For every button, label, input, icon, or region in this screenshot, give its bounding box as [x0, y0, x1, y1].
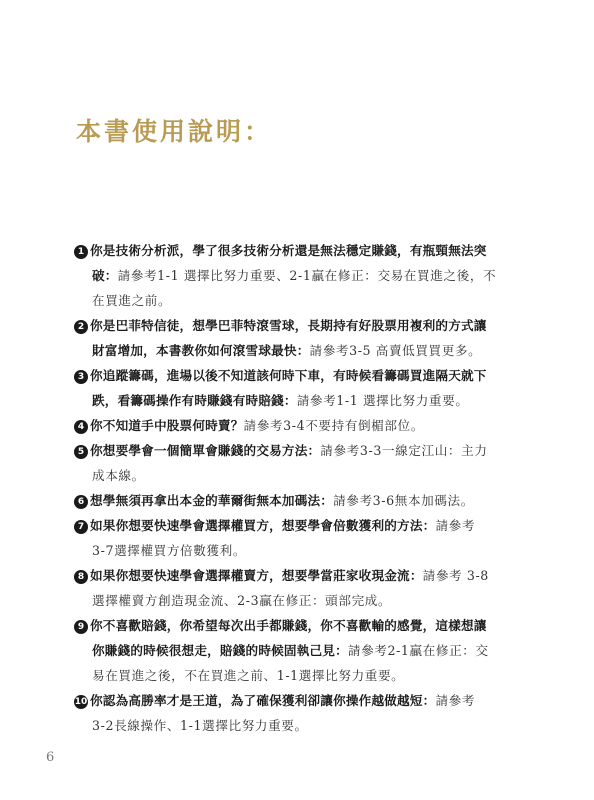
list-item	[74, 413, 528, 438]
item-question-text: 你不知道手中股票何時賣？	[90, 418, 244, 433]
item-question-text: 你是技術分析派，學了很多技術分析還是無法穩定賺錢，有瓶頸無法突	[90, 243, 487, 258]
item-number-badge: 3	[74, 370, 88, 384]
item-number-badge: 5	[74, 445, 88, 459]
list-item-line	[74, 238, 528, 263]
list-item	[74, 438, 528, 488]
list-item-line	[74, 313, 528, 338]
item-reference-text: 選擇權賣方創造現金流、2-3贏在修正：頭部完成。	[92, 593, 392, 608]
item-reference-text: 易在買進之後，不在買進之前、1-1選擇比努力重要。	[92, 668, 405, 683]
item-number-badge: 4	[74, 420, 88, 434]
list-item-line	[74, 638, 528, 663]
item-reference-text: 3-2長線操作、1-1選擇比努力重要。	[92, 718, 308, 733]
item-reference-text: 請參考3-5 高賣低買買更多。	[309, 343, 482, 358]
item-reference-text: 請參考3-6無本加碼法。	[333, 493, 474, 508]
list-item-line	[74, 663, 528, 688]
list-item	[74, 563, 528, 613]
list-item-line	[74, 563, 528, 588]
item-reference-text: 請參考1-1 選擇比努力重要。	[296, 393, 469, 408]
item-reference-text: 成本線。	[92, 468, 145, 483]
item-question-text: 財富增加，本書教你如何滾雪球最快：	[92, 343, 310, 358]
page-title: 本書使用說明：	[76, 117, 273, 146]
list-item-line	[74, 588, 528, 613]
list-item-line	[74, 538, 528, 563]
item-reference-text: 請參考1-1 選擇比努力重要、2-1贏在修正：交易在買進之後，不	[117, 268, 497, 283]
item-question-text: 想學無須再拿出本金的華爾街無本加碼法：	[90, 493, 334, 508]
list-item-line	[74, 413, 528, 438]
list-item	[74, 363, 528, 413]
item-number-badge: 10	[74, 697, 88, 707]
item-number-badge: 1	[74, 245, 88, 259]
list-item-line	[74, 288, 528, 313]
list-item-line	[74, 463, 528, 488]
item-reference-text: 請參考	[435, 518, 476, 533]
item-reference-text: 請參考2-1贏在修正：交	[347, 643, 489, 658]
item-number-badge: 2	[74, 320, 88, 334]
item-question-text: 你是巴菲特信徒，想學巴菲特滾雪球，長期持有好股票用複利的方式讓	[90, 318, 487, 333]
list-item	[74, 313, 528, 363]
list-item	[74, 613, 528, 688]
instruction-list	[74, 238, 528, 738]
item-number-badge: 7	[74, 520, 88, 534]
list-item	[74, 488, 528, 513]
item-question-text: 你追蹤籌碼，進場以後不知道該何時下車，有時候看籌碼買進隔天就下	[90, 368, 487, 383]
list-item-line	[74, 363, 528, 388]
list-item-line	[74, 513, 528, 538]
item-question-text: 你賺錢的時候很想走，賠錢的時候固執己見：	[92, 643, 348, 658]
list-item-line	[74, 488, 528, 513]
item-question-text: 如果你想要快速學會選擇權賣方，想要學當莊家收現金流：	[90, 568, 423, 583]
list-item-line	[74, 388, 528, 413]
item-question-text: 你不喜歡賠錢，你希望每次出手都賺錢，你不喜歡輸的感覺，這樣想讓	[90, 618, 487, 633]
list-item-line	[74, 338, 528, 363]
list-item	[74, 513, 528, 563]
item-reference-text: 請參考 3-8	[422, 568, 489, 583]
item-question-text: 你想要學會一個簡單會賺錢的交易方法：	[90, 443, 321, 458]
page-number: 6	[46, 750, 55, 765]
list-item	[74, 688, 528, 738]
item-number-badge: 9	[74, 620, 88, 634]
list-item-line	[74, 713, 528, 738]
item-number-badge: 6	[74, 495, 88, 509]
item-question-text: 你認為高勝率才是王道，為了確保獲利卻讓你操作越做越短：	[90, 693, 436, 708]
item-reference-text: 請參考3-4不要持有倒楣部位。	[243, 418, 424, 433]
item-number-badge: 8	[74, 570, 88, 584]
list-item-line	[74, 613, 528, 638]
item-reference-text: 請參考	[435, 693, 476, 708]
item-reference-text: 請參考3-3一線定江山：主力	[320, 443, 488, 458]
list-item-line	[74, 688, 528, 713]
item-reference-text: 在買進之前。	[92, 293, 172, 308]
item-question-text: 如果你想要快速學會選擇權買方，想要學會倍數獲利的方法：	[90, 518, 436, 533]
item-question-text: 破：	[92, 268, 118, 283]
list-item	[74, 238, 528, 313]
item-reference-text: 3-7選擇權買方倍數獲利。	[92, 543, 247, 558]
item-question-text: 跌，看籌碼操作有時賺錢有時賠錢：	[92, 393, 297, 408]
list-item-line	[74, 263, 528, 288]
list-item-line	[74, 438, 528, 463]
